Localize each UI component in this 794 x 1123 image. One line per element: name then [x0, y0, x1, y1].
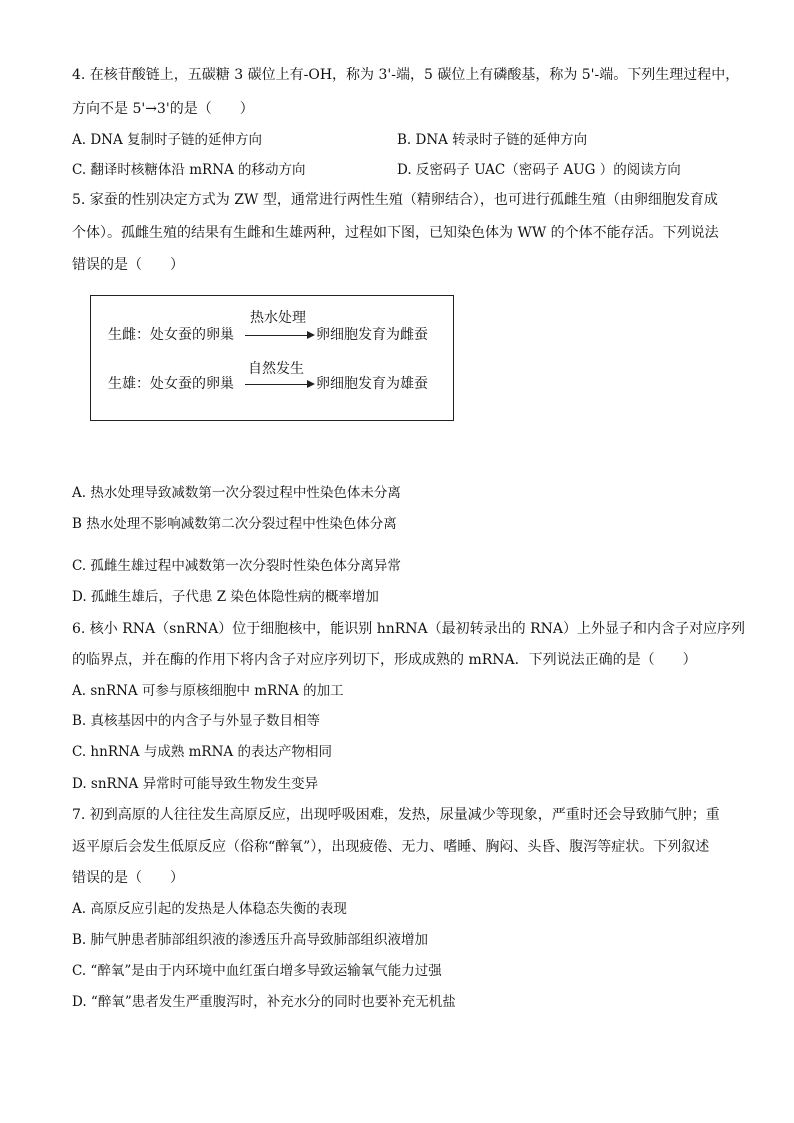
- q4-option-c: C. 翻译时核糖体沿 mRNA 的移动方向: [72, 162, 306, 178]
- q7-option-b: B. 肺气肿患者肺部组织液的渗透压升高导致肺部组织液增加: [72, 932, 429, 948]
- diagram-row2-right: 卵细胞发育为雄蚕: [316, 376, 428, 392]
- diagram-row2-label: 自然发生: [248, 361, 304, 377]
- q5-stem-line1: 5. 家蚕的性别决定方式为 ZW 型，通常进行两性生殖（精卵结合），也可进行孤雌生殖（由卵细胞发育成: [72, 192, 718, 208]
- q5-option-b: B 热水处理不影响减数第二次分裂过程中性染色体分离: [72, 516, 397, 532]
- q6-option-c: C. hnRNA 与成熟 mRNA 的表达产物相同: [72, 744, 332, 760]
- q7-stem-line1: 7. 初到高原的人往往发生高原反应，出现呼吸困难，发热，尿量减少等现象，严重时还会导致肺气肿；重: [72, 807, 720, 823]
- q4-stem-line2: 方向不是 5'→3'的是（ ）: [72, 101, 254, 117]
- diagram-row1-left: 生雌：处女蚕的卵巢: [108, 327, 234, 343]
- q4-option-a: A. DNA 复制时子链的延伸方向: [72, 132, 263, 148]
- diagram-row1-right: 卵细胞发育为雌蚕: [316, 327, 428, 343]
- q6-stem-line1: 6. 核小 RNA（snRNA）位于细胞核中，能识别 hnRNA（最初转录出的 RNA）上外显子和内含子对应序列: [72, 621, 745, 637]
- diagram-row1-arrow: [245, 335, 309, 336]
- q6-option-d: D. snRNA 异常时可能导致生物发生变异: [72, 776, 319, 792]
- q7-option-a: A. 高原反应引起的发热是人体稳态失衡的表现: [72, 901, 347, 917]
- q5-option-c: C. 孤雌生雄过程中减数第一次分裂时性染色体分离异常: [72, 558, 401, 574]
- q7-stem-line2: 返平原后会发生低原反应（俗称“醉氧”），出现疲倦、无力、嗜睡、胸闷、头昏、腹泻等症状。下列叙述: [72, 839, 710, 855]
- q6-option-a: A. snRNA 可参与原核细胞中 mRNA 的加工: [72, 683, 344, 699]
- diagram-row2-left: 生雄：处女蚕的卵巢: [108, 376, 234, 392]
- q7-option-c: C. “醉氧”是由于内环境中血红蛋白增多导致运输氧气能力过强: [72, 963, 442, 979]
- q7-option-d: D. “醉氧”患者发生严重腹泻时，补充水分的同时也要补充无机盐: [72, 994, 456, 1010]
- q5-option-d: D. 孤雌生雄后，子代患 Z 染色体隐性病的概率增加: [72, 589, 379, 605]
- q6-stem-line2: 的临界点，并在酶的作用下将内含子对应序列切下，形成成熟的 mRNA．下列说法正确的是（ ）: [72, 652, 697, 668]
- q4-option-d: D. 反密码子 UAC（密码子 AUG ）的阅读方向: [397, 162, 681, 178]
- q5-stem-line2: 个体）。孤雌生殖的结果有生雌和生雄两种，过程如下图，已知染色体为 WW 的个体不能存活。下列说法: [72, 225, 719, 241]
- diagram-row2-arrow: [245, 384, 309, 385]
- q5-stem-line3: 错误的是（ ）: [72, 257, 184, 273]
- q5-option-a: A. 热水处理导致减数第一次分裂过程中性染色体未分离: [72, 485, 401, 501]
- q4-option-b: B. DNA 转录时子链的延伸方向: [397, 132, 588, 148]
- q6-option-b: B. 真核基因中的内含子与外显子数目相等: [72, 713, 321, 729]
- diagram-row2-arrow-head: [307, 380, 315, 388]
- diagram-row1-arrow-head: [307, 331, 315, 339]
- diagram-row1-label: 热水处理: [250, 310, 306, 326]
- q7-stem-line3: 错误的是（ ）: [72, 870, 184, 886]
- q4-stem-line1: 4. 在核苷酸链上，五碳糖 3 碳位上有-OH，称为 3'-端，5 碳位上有磷酸基，称为 5'-端。下列生理过程中，: [72, 67, 740, 83]
